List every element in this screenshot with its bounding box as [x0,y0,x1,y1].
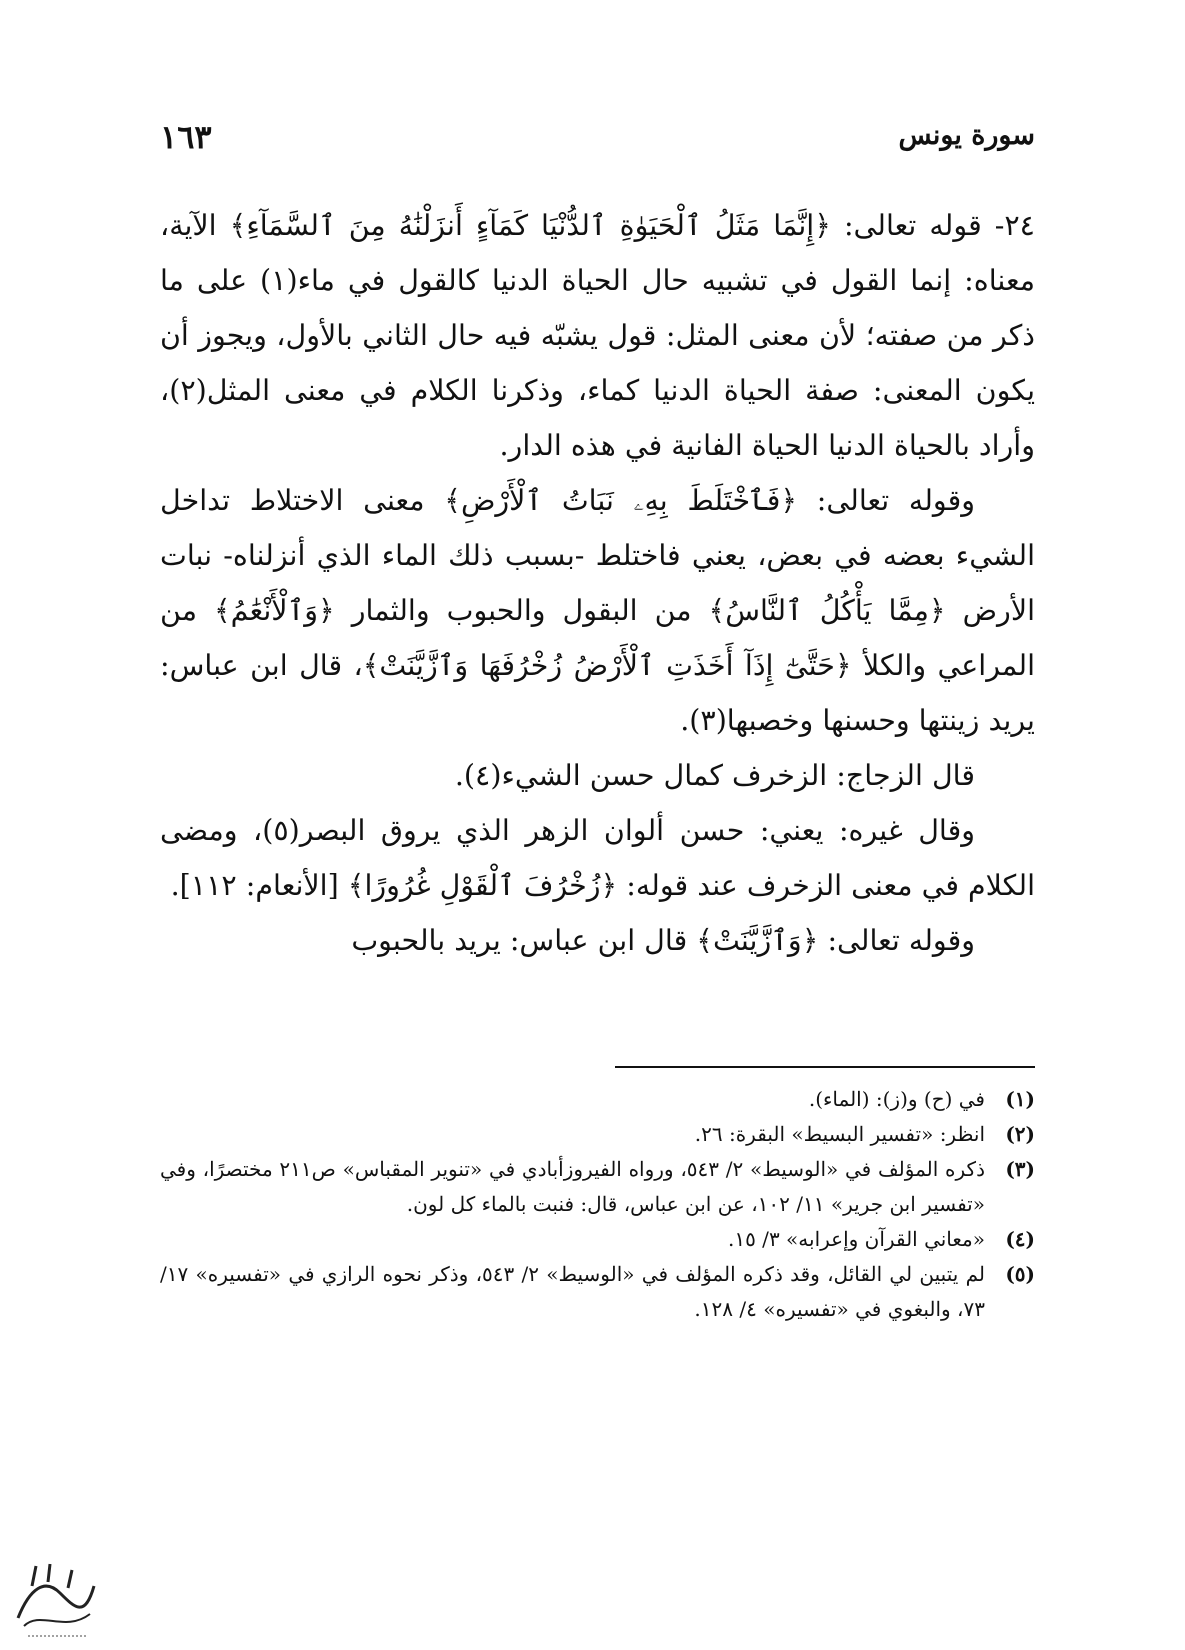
footnote [160,1222,1035,1257]
surah-title: سورة يونس [898,120,1035,151]
footnote [160,1152,1035,1222]
paragraph-zajjaj: قال الزجاج: الزخرف كمال حسن الشيء(٤). [454,759,975,792]
footnote-number: (١) [1005,1087,1035,1111]
footnote-text: انظر: «تفسير البسيط» البقرة: ٢٦. [694,1122,985,1146]
paragraph-wazzayyanat: وقوله تعالى: ﴿وَٱزَّيَّنَتْ﴾ قال ابن عباس: يريد بالحبوب [351,924,975,957]
footnote-number: (٥) [1005,1262,1035,1286]
page-header [160,118,1035,166]
footnote-number: (٢) [1005,1122,1035,1146]
footnote-number: (٣) [1005,1157,1035,1181]
footnote-text: في (ح) و(ز): (الماء). [808,1087,985,1111]
footnote-text: ذكره المؤلف في «الوسيط» ٢/ ٥٤٣، ورواه الفيروزأبادي في «تنوير المقباس» ص٢١١ مختصرًا، وفي «تفسير ابن جرير» ١١/ ١٠٢، عن ابن عباس، قال: فنبت بالماء كل لون. [160,1157,985,1216]
paragraph-verse-24: ٢٤- قوله تعالى: ﴿إِنَّمَا مَثَلُ ٱلْحَيَوٰةِ ٱلدُّنْيَا كَمَآءٍ أَنزَلْنَٰهُ مِنَ ٱلسَّمَآءِ﴾ الآية، معناه: إنما القول في تشبيه حال الحياة الدنيا كالقول في ماء(١) على ما ذكر من صفته؛ لأن معنى المثل: قول يشبّه فيه حال الثاني بالأول، ويجوز أن يكون المعنى: صفة الحياة الدنيا كماء، وذكرنا الكلام في معنى المثل(٢)، وأراد بالحياة الدنيا الحياة الفانية في هذه الدار. [160,209,1036,462]
footnote [160,1117,1035,1152]
paragraph-ikhtalata: وقوله تعالى: ﴿فَٱخْتَلَطَ بِهِۦ نَبَاتُ ٱلْأَرْضِ﴾ معنى الاختلاط تداخل الشيء بعضه في بعض، يعني فاختلط -بسبب ذلك الماء الذي أنزلناه- نبات الأرض ﴿مِمَّا يَأْكُلُ ٱلنَّاسُ﴾ من البقول والحبوب والثمار ﴿وَٱلْأَنْعَٰمُ﴾ من المراعي والكلأ ﴿حَتَّىٰٓ إِذَآ أَخَذَتِ ٱلْأَرْضُ زُخْرُفَهَا وَٱزَّيَّنَتْ﴾، قال ابن عباس: يريد زينتها وحسنها وخصبها(٣). [160,484,1035,737]
footnote [160,1257,1035,1327]
paragraph-zukhruf: وقال غيره: يعني: حسن ألوان الزهر الذي يروق البصر(٥)، ومضى الكلام في معنى الزخرف عند قوله: ﴿زُخْرُفَ ٱلْقَوْلِ غُرُورًا﴾ [الأنعام: ١١٢]. [160,814,1035,902]
page-number: ١٦٣ [160,118,212,156]
footnote-text: لم يتبين لي القائل، وقد ذكره المؤلف في «الوسيط» ٢/ ٥٤٣، وذكر نحوه الرازي في «تفسيره» ١٧/ ٧٣، والبغوي في «تفسيره» ٤/ ١٢٨. [160,1262,985,1321]
calligraphy-stamp-logo [10,1548,100,1643]
footnote-number: (٤) [1005,1227,1035,1251]
footnotes [160,1082,1035,1327]
main-text [160,198,1035,968]
calligraphy-stamp-icon [10,1548,100,1643]
footnote-text: «معاني القرآن وإعرابه» ٣/ ١٥. [727,1227,985,1251]
footnote [160,1082,1035,1117]
footnote-separator [615,1066,1035,1068]
